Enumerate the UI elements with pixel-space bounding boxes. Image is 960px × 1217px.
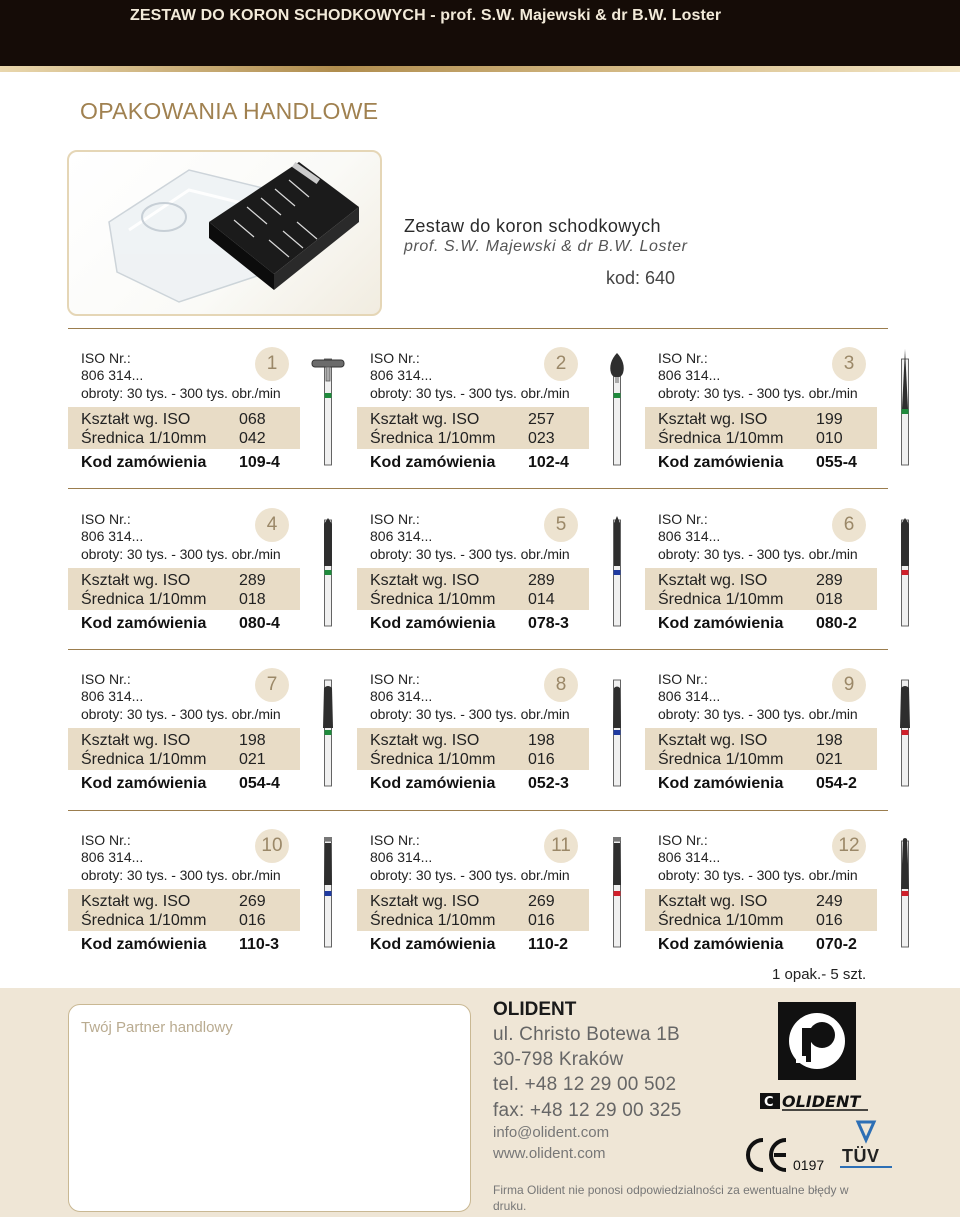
row-divider [68,810,888,811]
iso-label: ISO Nr.: [370,832,420,848]
speed-range: obroty: 30 tys. - 300 tys. obr./min [81,867,281,883]
diameter-value: 023 [528,430,555,447]
shape-label: Kształt wg. ISO [81,732,191,749]
iso-label: ISO Nr.: [81,350,131,366]
item-number-badge: 3 [832,347,866,381]
order-code-value: 080-4 [239,615,280,632]
ce-number: 0197 [793,1157,825,1173]
disclaimer: Firma Olident nie ponosi odpowiedzialności za ewentualne błędy w druku. [493,1183,849,1213]
speed-range: obroty: 30 tys. - 300 tys. obr./min [81,706,281,722]
speed-range: obroty: 30 tys. - 300 tys. obr./min [370,546,570,562]
diameter-value: 016 [816,912,843,929]
order-code-label: Kod zamówienia [370,775,496,792]
product-photo [67,150,382,316]
item-number-badge: 6 [832,508,866,542]
diameter-value: 021 [816,751,843,768]
diameter-label: Średnica 1/10mm [370,912,496,929]
order-code-value: 054-4 [239,775,280,792]
order-code-label: Kod zamówienia [81,775,207,792]
svg-text:OLIDENT: OLIDENT [782,1092,861,1111]
tuv-label: TÜV [842,1146,880,1166]
olident-logo-icon [778,1002,856,1080]
iso-value: 806 314... [658,688,721,704]
iso-value: 806 314... [658,367,721,383]
row-divider [68,649,888,650]
order-code-value: 055-4 [816,454,857,471]
spec-band [357,728,589,770]
spec-band [645,889,877,931]
shape-label: Kształt wg. ISO [658,572,768,589]
item-number-badge: 10 [255,829,289,863]
pack-quantity-note: 1 opak.- 5 szt. [772,966,867,983]
speed-range: obroty: 30 tys. - 300 tys. obr./min [370,706,570,722]
speed-range: obroty: 30 tys. - 300 tys. obr./min [658,385,858,401]
item-number-badge: 7 [255,668,289,702]
bur-icon [877,829,933,949]
shape-value: 198 [816,732,843,749]
partner-label: Twój Partner handlowy [81,1019,233,1036]
product-card [645,508,933,648]
bur-icon [300,347,356,467]
fax: fax: +48 12 29 00 325 [493,1100,682,1121]
product-card [645,668,933,808]
iso-label: ISO Nr.: [370,350,420,366]
shape-label: Kształt wg. ISO [81,411,191,428]
bur-icon [589,668,645,788]
header-gold-stripe [0,66,960,72]
diameter-value: 014 [528,591,555,608]
shape-label: Kształt wg. ISO [81,572,191,589]
kit-authors: prof. S.W. Majewski & dr B.W. Loster [404,238,688,255]
iso-value: 806 314... [658,528,721,544]
bur-icon [877,508,933,628]
email-link[interactable]: info@olident.com [493,1124,610,1141]
bur-icon [589,829,645,949]
svg-text:C: C [764,1095,774,1110]
iso-label: ISO Nr.: [658,511,708,527]
order-code-value: 054-2 [816,775,857,792]
iso-value: 806 314... [370,849,433,865]
iso-label: ISO Nr.: [81,671,131,687]
address-city: 30-798 Kraków [493,1049,624,1070]
shape-value: 257 [528,411,555,428]
bur-icon [589,347,645,467]
order-code-label: Kod zamówienia [370,454,496,471]
section-title: OPAKOWANIA HANDLOWE [80,98,379,124]
order-code-label: Kod zamówienia [370,936,496,953]
spec-band [645,407,877,449]
product-card [357,668,645,808]
diameter-value: 016 [528,912,555,929]
spec-band [68,889,300,931]
iso-value: 806 314... [370,688,433,704]
phone: tel. +48 12 29 00 502 [493,1074,677,1095]
iso-value: 806 314... [658,849,721,865]
item-number-badge: 5 [544,508,578,542]
shape-label: Kształt wg. ISO [370,572,480,589]
bur-icon [589,508,645,628]
shape-label: Kształt wg. ISO [370,893,480,910]
item-number-badge: 9 [832,668,866,702]
shape-value: 289 [239,572,266,589]
shape-value: 198 [528,732,555,749]
partner-box [68,1004,471,1212]
shape-label: Kształt wg. ISO [658,411,768,428]
website-link[interactable]: www.olident.com [493,1145,606,1162]
order-code-label: Kod zamówienia [370,615,496,632]
spec-band [68,728,300,770]
iso-label: ISO Nr.: [81,511,131,527]
speed-range: obroty: 30 tys. - 300 tys. obr./min [658,867,858,883]
spec-band [357,568,589,610]
diameter-value: 010 [816,430,843,447]
diameter-value: 016 [239,912,266,929]
header-title: ZESTAW DO KORON SCHODKOWYCH - prof. S.W. Majewski & dr B.W. Loster [130,7,722,24]
shape-value: 199 [816,411,843,428]
product-card [68,508,356,648]
spec-band [357,407,589,449]
iso-label: ISO Nr.: [658,671,708,687]
bur-icon [300,668,356,788]
kit-code: kod: 640 [606,268,676,288]
order-code-value: 078-3 [528,615,569,632]
product-card [645,829,933,969]
spec-band [645,568,877,610]
order-code-label: Kod zamówienia [658,936,784,953]
iso-value: 806 314... [370,367,433,383]
row-divider [68,328,888,329]
speed-range: obroty: 30 tys. - 300 tys. obr./min [658,546,858,562]
item-number-badge: 11 [544,829,578,863]
shape-label: Kształt wg. ISO [658,732,768,749]
diameter-value: 018 [239,591,266,608]
iso-label: ISO Nr.: [370,511,420,527]
diameter-label: Średnica 1/10mm [81,591,207,608]
product-card [357,829,645,969]
diameter-value: 018 [816,591,843,608]
diameter-label: Średnica 1/10mm [658,912,784,929]
iso-value: 806 314... [81,688,144,704]
order-code-label: Kod zamówienia [81,936,207,953]
iso-label: ISO Nr.: [658,350,708,366]
address-street: ul. Christo Botewa 1B [493,1024,680,1045]
diameter-label: Średnica 1/10mm [658,591,784,608]
spec-band [357,889,589,931]
diameter-label: Średnica 1/10mm [370,751,496,768]
spec-band [68,407,300,449]
product-card [68,347,356,487]
order-code-value: 110-3 [239,936,280,953]
order-code-label: Kod zamówienia [658,454,784,471]
diameter-label: Średnica 1/10mm [81,751,207,768]
row-divider [68,488,888,489]
iso-value: 806 314... [370,528,433,544]
speed-range: obroty: 30 tys. - 300 tys. obr./min [81,385,281,401]
diameter-value: 042 [239,430,266,447]
spec-band [68,568,300,610]
iso-value: 806 314... [81,528,144,544]
iso-label: ISO Nr.: [370,671,420,687]
speed-range: obroty: 30 tys. - 300 tys. obr./min [370,867,570,883]
iso-label: ISO Nr.: [81,832,131,848]
item-number-badge: 2 [544,347,578,381]
item-number-badge: 8 [544,668,578,702]
company-name: OLIDENT [493,999,577,1020]
shape-value: 269 [239,893,266,910]
diameter-label: Średnica 1/10mm [658,751,784,768]
shape-label: Kształt wg. ISO [81,893,191,910]
diameter-label: Średnica 1/10mm [370,591,496,608]
iso-value: 806 314... [81,849,144,865]
order-code-label: Kod zamówienia [81,454,207,471]
shape-value: 289 [816,572,843,589]
header-bar [0,0,960,66]
item-number-badge: 1 [255,347,289,381]
order-code-value: 109-4 [239,454,280,471]
olident-wordmark [760,1090,872,1117]
speed-range: obroty: 30 tys. - 300 tys. obr./min [658,706,858,722]
shape-label: Kształt wg. ISO [370,411,480,428]
item-number-badge: 12 [832,829,866,863]
iso-label: ISO Nr.: [658,832,708,848]
kit-name: Zestaw do koron schodkowych [404,216,661,236]
shape-value: 198 [239,732,266,749]
order-code-value: 102-4 [528,454,569,471]
bur-icon [877,347,933,467]
iso-value: 806 314... [81,367,144,383]
product-card [68,668,356,808]
diameter-label: Średnica 1/10mm [81,430,207,447]
shape-value: 269 [528,893,555,910]
order-code-label: Kod zamówienia [658,615,784,632]
shape-value: 249 [816,893,843,910]
shape-value: 068 [239,411,266,428]
diameter-label: Średnica 1/10mm [370,430,496,447]
order-code-label: Kod zamówienia [658,775,784,792]
shape-label: Kształt wg. ISO [370,732,480,749]
order-code-value: 080-2 [816,615,857,632]
diameter-label: Średnica 1/10mm [81,912,207,929]
diameter-label: Średnica 1/10mm [658,430,784,447]
order-code-value: 070-2 [816,936,857,953]
diameter-value: 021 [239,751,266,768]
shape-label: Kształt wg. ISO [658,893,768,910]
bur-icon [877,668,933,788]
product-card [645,347,933,487]
speed-range: obroty: 30 tys. - 300 tys. obr./min [81,546,281,562]
spec-band [645,728,877,770]
order-code-label: Kod zamówienia [81,615,207,632]
item-number-badge: 4 [255,508,289,542]
bur-icon [300,508,356,628]
product-card [68,829,356,969]
speed-range: obroty: 30 tys. - 300 tys. obr./min [370,385,570,401]
order-code-value: 110-2 [528,936,569,953]
ce-mark-icon [744,1136,790,1179]
bur-box-illustration [69,152,382,316]
diameter-value: 016 [528,751,555,768]
product-card [357,508,645,648]
order-code-value: 052-3 [528,775,569,792]
bur-icon [300,829,356,949]
shape-value: 289 [528,572,555,589]
product-card [357,347,645,487]
